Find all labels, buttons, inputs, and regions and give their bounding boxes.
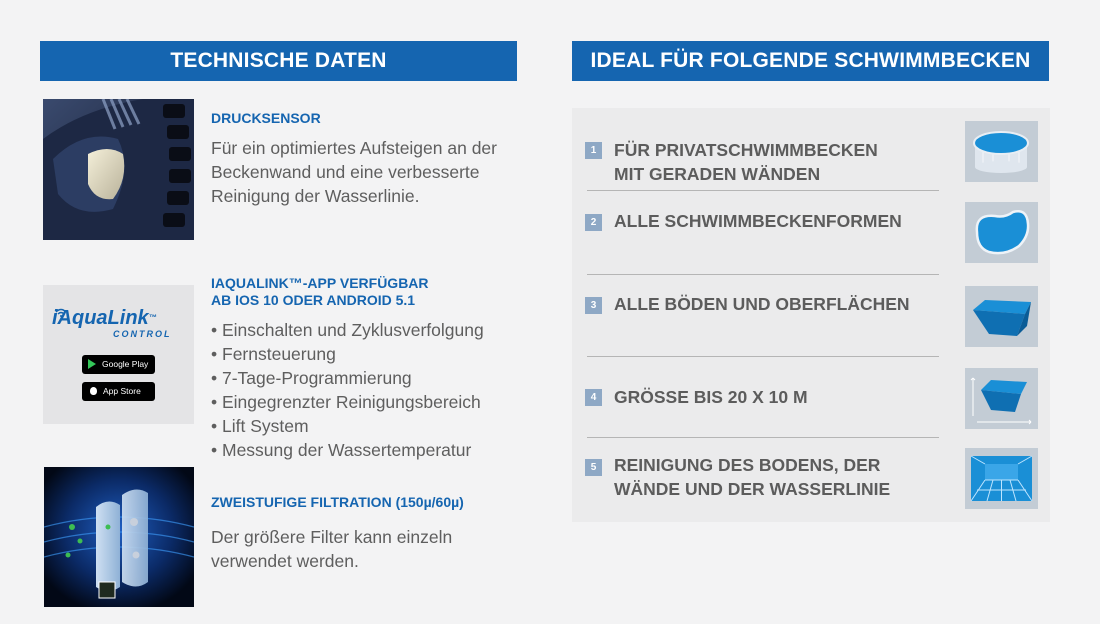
iaqualink-app-title — [211, 275, 511, 309]
iaqualink-app-title-line2: AB IOS 10 ODER ANDROID 5.1 — [211, 292, 416, 308]
pool-type-label-line2: MIT GERADEN WÄNDEN — [614, 164, 821, 184]
pool-type-label — [614, 209, 944, 233]
ideal-pools-header: IDEAL FÜR FOLGENDE SCHWIMMBECKEN — [572, 41, 1049, 81]
divider — [587, 356, 939, 357]
divider — [587, 437, 939, 438]
iaqualink-app-title-line1: IAQUALINK™-APP VERFÜGBAR — [211, 275, 429, 291]
list-item: • 7-Tage-Programmierung — [211, 366, 541, 390]
divider — [587, 274, 939, 275]
divider — [587, 190, 939, 191]
pool-type-label — [614, 138, 944, 186]
technical-data-header: TECHNISCHE DATEN — [40, 41, 517, 81]
filtration-image — [44, 467, 194, 607]
apple-icon — [90, 387, 97, 395]
pool-type-label — [614, 453, 944, 501]
iaqualink-logo-subtitle: CONTROL — [113, 329, 172, 339]
pool-types-panel — [572, 108, 1050, 522]
list-item: • Einschalten und Zyklusverfolgung — [211, 318, 541, 342]
number-badge: 1 — [585, 142, 602, 159]
pool-type-label-line2: WÄNDE UND DER WASSERLINIE — [614, 479, 891, 499]
trademark-sign: ™ — [148, 313, 157, 322]
pool-type-label-line1: ALLE BÖDEN UND OBERFLÄCHEN — [614, 294, 910, 314]
pool-type-label-line1: GRÖSSE BIS 20 X 10 M — [614, 387, 808, 407]
number-badge: 5 — [585, 459, 602, 476]
list-item: • Messung der Wassertemperatur — [211, 438, 541, 462]
google-play-icon — [88, 359, 96, 369]
pool-size-icon — [965, 368, 1038, 429]
list-item: • Lift System — [211, 414, 541, 438]
google-play-badge[interactable] — [82, 355, 155, 374]
freeform-pool-icon — [965, 202, 1038, 263]
iaqualink-logo: iAquaLink — [52, 307, 149, 329]
pool-walls-icon — [965, 448, 1038, 509]
pool-type-label — [614, 385, 944, 409]
app-store-badge[interactable] — [82, 382, 155, 401]
pressure-sensor-title: DRUCKSENSOR — [211, 110, 321, 126]
google-play-label: Google Play — [102, 359, 149, 369]
pressure-sensor-description: Für ein optimiertes Aufsteigen an der Beckenwand und eine verbesserte Reinigung der Wasserlinie. — [211, 138, 497, 206]
pool-floor-icon — [965, 286, 1038, 347]
pressure-sensor-image — [43, 99, 194, 240]
list-item: • Fernsteuerung — [211, 342, 541, 366]
iaqualink-feature-list — [211, 318, 541, 462]
number-badge: 4 — [585, 389, 602, 406]
filtration-description: Der größere Filter kann einzeln verwendet werden. — [211, 527, 453, 571]
filtration-title: ZWEISTUFIGE FILTRATION (150µ/60µ) — [211, 494, 464, 510]
pool-type-label-line1: FÜR PRIVATSCHWIMMBECKEN — [614, 140, 878, 160]
round-pool-icon — [965, 121, 1038, 182]
list-item: • Eingegrenzter Reinigungsbereich — [211, 390, 541, 414]
pool-type-label — [614, 292, 944, 316]
pool-type-label-line1: REINIGUNG DES BODENS, DER — [614, 455, 881, 475]
number-badge: 3 — [585, 297, 602, 314]
pool-type-label-line1: ALLE SCHWIMMBECKENFORMEN — [614, 211, 902, 231]
number-badge: 2 — [585, 214, 602, 231]
iaqualink-app-image — [43, 285, 194, 424]
app-store-label: App Store — [103, 386, 141, 396]
